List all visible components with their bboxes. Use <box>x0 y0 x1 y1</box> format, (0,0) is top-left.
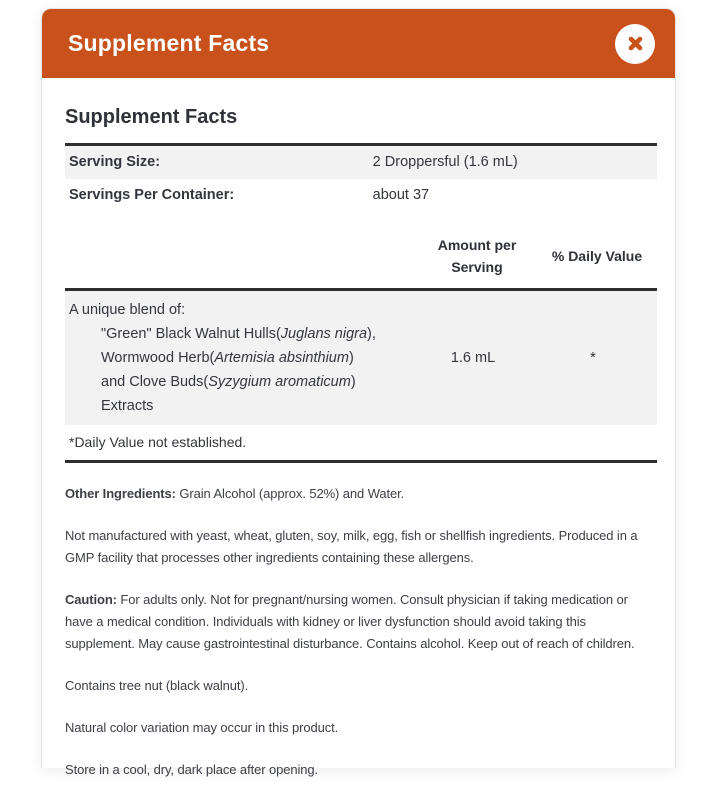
blend-line: Wormwood Herb(Artemisia absinthium) <box>101 350 354 366</box>
blend-intro: A unique blend of: <box>69 302 186 318</box>
supplement-facts-table <box>65 143 657 463</box>
serving-size-value: 2 Droppersful (1.6 mL) <box>372 154 518 170</box>
panel-heading: Supplement Facts <box>65 106 238 128</box>
blend-line: "Green" Black Walnut Hulls(Juglans nigra), <box>101 326 376 342</box>
tree-nut-paragraph: Contains tree nut (black walnut). <box>65 678 249 693</box>
serving-size-row <box>65 146 657 179</box>
servings-per-container-label: Servings Per Container: <box>69 187 235 203</box>
modal-header <box>42 9 675 78</box>
color-variation-paragraph: Natural color variation may occur in this product. <box>65 720 339 735</box>
other-ingredients-label: Other Ingredients: <box>65 486 176 501</box>
blend-description <box>69 298 413 418</box>
daily-value-header: % Daily Value <box>551 248 643 264</box>
serving-size-label: Serving Size: <box>69 154 161 170</box>
close-button[interactable] <box>615 24 655 64</box>
close-icon <box>626 34 645 53</box>
blend-line: Extracts <box>101 398 154 414</box>
supplement-facts-modal <box>41 8 676 777</box>
other-ingredients-paragraph: Other Ingredients: Grain Alcohol (approx. 52%) and Water. <box>65 486 405 501</box>
storage-paragraph: Store in a cool, dry, dark place after opening. <box>65 762 319 777</box>
modal-title: Supplement Facts <box>68 30 270 56</box>
blend-daily-value: * <box>590 350 596 366</box>
column-headers <box>65 212 657 291</box>
blend-line: and Clove Buds(Syzygium aromaticum) <box>101 374 356 390</box>
blend-row <box>65 291 657 425</box>
blend-amount-value: 1.6 mL <box>450 350 496 366</box>
servings-per-container-row <box>65 179 657 212</box>
caution-paragraph: Caution: For adults only. Not for pregnant/nursing women. Consult physician if taking medication or have a medical condition. Individuals with kidney or liver dysfunction should avoid taking this supplement. May cause gastrointestinal disturbance. Contains alcohol. Keep out of reach of children. <box>65 592 635 651</box>
amount-per-serving-header: Amount per Serving <box>437 237 517 275</box>
allergen-paragraph: Not manufactured with yeast, wheat, gluten, soy, milk, egg, fish or shellfish ingredients. Produced in a GMP facility that processes other ingredients containing these allergens. <box>65 528 638 565</box>
daily-value-footnote: *Daily Value not established. <box>65 425 657 463</box>
servings-per-container-value: about 37 <box>372 187 430 203</box>
spacer-cell <box>65 234 417 278</box>
caution-label: Caution: <box>65 592 117 607</box>
modal-body <box>42 78 675 811</box>
